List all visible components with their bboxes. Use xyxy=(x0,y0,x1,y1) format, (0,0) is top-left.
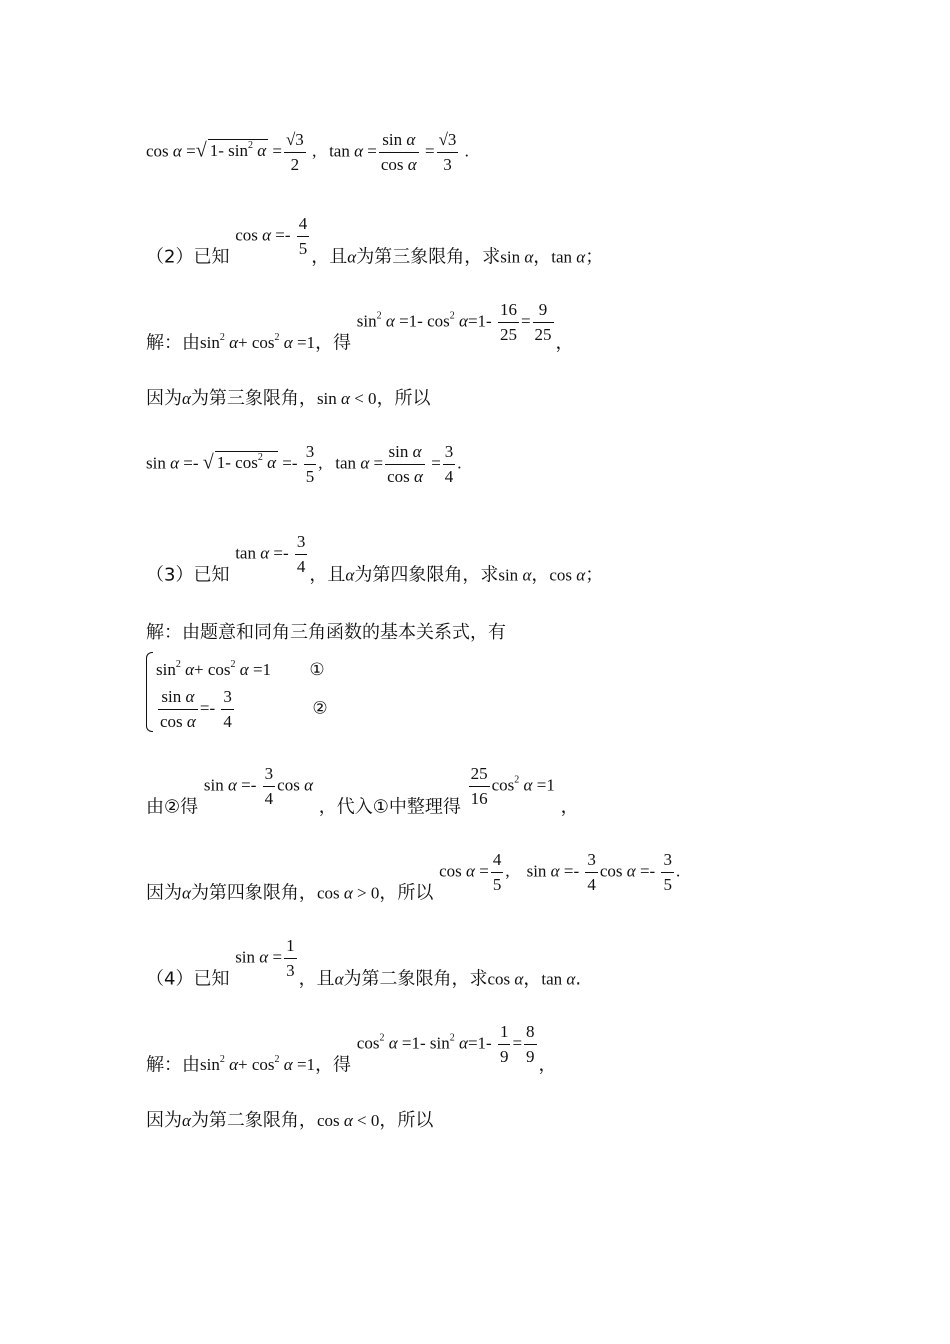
solution-3-line-3: 因为α为第四象限角，cos α > 0，所以 cos α = $\frac{4}{5}$ , sin α =- $\frac{3}{4}$ cos α =- $\frac{3}{5}$ . xyxy=(146,850,681,904)
problem-2: （2）已知 cos α =- $\frac{4}{5}$ ，且α为第三象限角，求sin α，tan α； xyxy=(146,214,604,268)
result-line-1: cos α =√ 1- $\sin^2 \alpha$ = $\frac{√3}{2}$ , tan α = $\frac{\text{sin α}}{\text{cos α}}$ = $\frac{√3}{3}$ . xyxy=(146,128,469,177)
solution-2-line-2: 因为α为第三象限角，sin α < 0，所以 xyxy=(146,388,431,409)
solution-2-line-3: sin α =- √ 1- $\cos^2 \alpha$ =- $\frac{3}{5}$ , tan α = $\frac{\text{sin α}}{\text{cos α}}$ = $\frac{3}{4}$ . xyxy=(146,442,462,486)
solution-3-line-2: 由②得 sin α =- $\frac{3}{4}$ cos α ，代入①中整理得 $\frac{25}{16}$ $\cos^2 \alpha =1$ ， xyxy=(146,764,579,818)
problem-3: （3）已知 tan α =- $\frac{3}{4}$ ，且α为第四象限角，求sin α，cos α； xyxy=(146,532,604,586)
solution-4-line-2: 因为α为第二象限角，cos α < 0，所以 xyxy=(146,1110,434,1131)
equation-system: $\sin^2 \alpha+ \cos^2 \alpha =1$ ① $\frac{\text{sin α}}{\text{cos α}}$ =- $\frac{3}{4}$ ② xyxy=(146,650,328,734)
solution-2-line-1: 解：由$\sin^2 \alpha+ \cos^2 \alpha =1$，得 $\sin^2 \alpha =1-$ $\cos^2 \alpha=1-$ $\frac{16}{25}$ = $\frac{9}{25}$ ， xyxy=(146,300,574,354)
problem-4: （4）已知 sin α = $\frac{1}{3}$ ，且α为第二象限角，求cos α，tan α. xyxy=(146,936,582,990)
solution-3-intro: 解：由题意和同角三角函数的基本关系式，有 xyxy=(146,622,506,643)
fraction: $\frac{√3}{2}$ xyxy=(285,130,304,174)
brace-symbol xyxy=(146,652,153,732)
solution-4-line-1: 解：由$\sin^2 \alpha+ \cos^2 \alpha =1$，得 $\cos^2 \alpha =1-$ $\sin^2 \alpha=1-$ $\frac{1}{9}$ = $\frac{8}{9}$ ， xyxy=(146,1022,557,1076)
